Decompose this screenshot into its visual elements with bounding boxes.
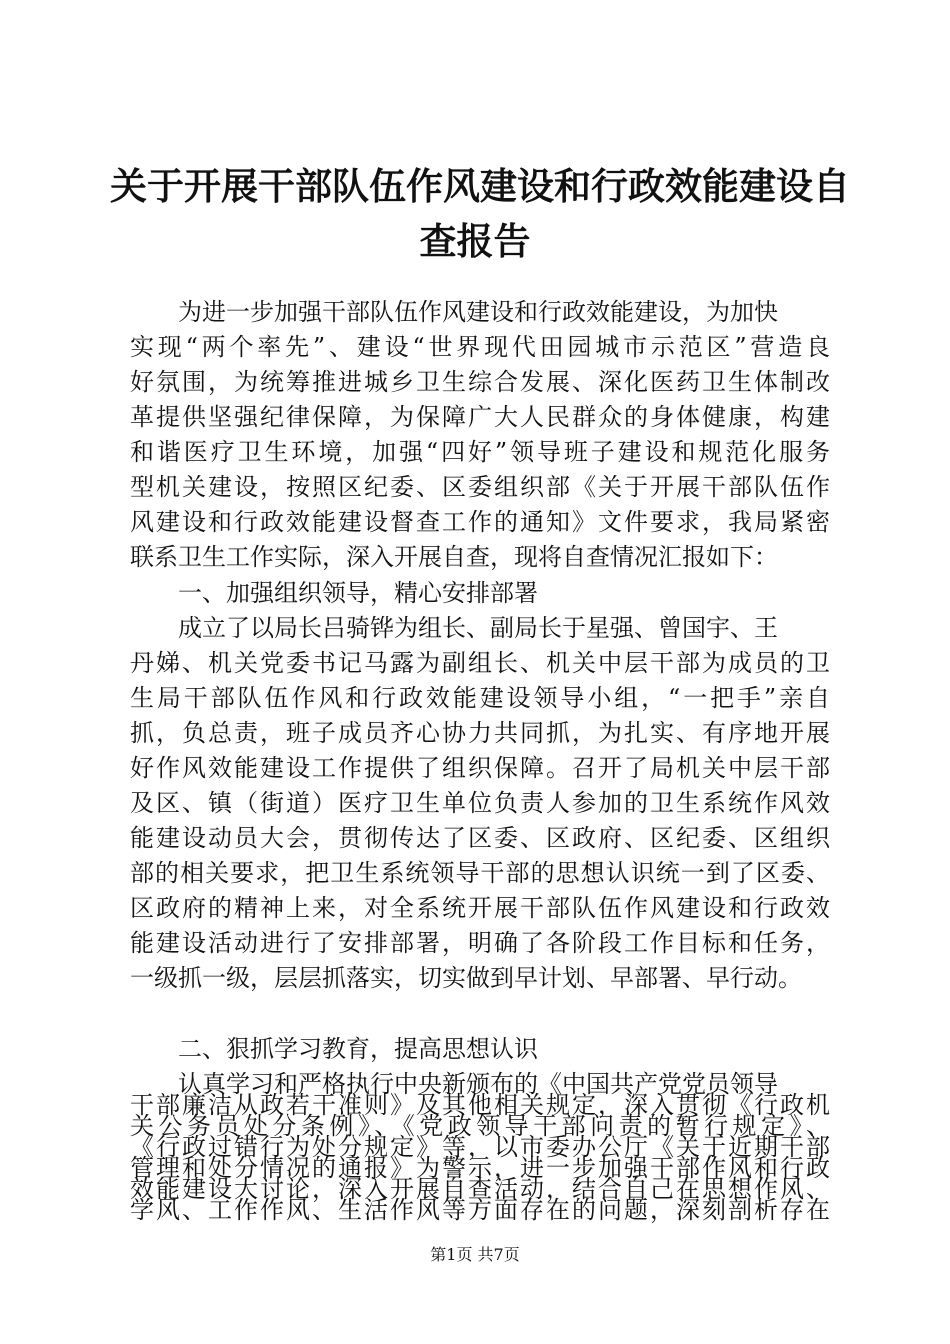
paragraph-line: 区政府的精神上来，对全系统开展干部队伍作风建设和行政效	[130, 894, 830, 922]
paragraph-line: 实现“两个率先”、建设“世界现代田园城市示范区”营造良	[130, 333, 830, 361]
document-title-line-2: 查报告	[419, 220, 531, 263]
paragraph-line: 学风、工作作风、生活作风等方面存在的问题，深刻剖析存在	[130, 1196, 830, 1224]
page-footer: 第1页 共7页	[430, 1245, 520, 1264]
paragraph-line: 部的相关要求，把卫生系统领导干部的思想认识统一到了区委、	[130, 859, 830, 887]
paragraph-line: 联系卫生工作实际，深入开展自查，现将自查情况汇报如下：	[130, 543, 778, 571]
paragraph-line: 抓，负总责，班子成员齐心协力共同抓，为扎实、有序地开展	[130, 719, 830, 747]
paragraph-line: 好作风效能建设工作提供了组织保障。召开了局机关中层干部	[130, 754, 830, 782]
paragraph-line: 为进一步加强干部队伍作风建设和行政效能建设，为加快	[178, 298, 778, 326]
paragraph-line: 型机关建设，按照区纪委、区委组织部《关于开展干部队伍作	[130, 473, 830, 501]
paragraph-line: 能建设动员大会，贯彻传达了区委、区政府、区纪委、区组织	[130, 824, 830, 852]
paragraph-line: 效能建设大讨论，深入开展自查活动，结合自己在思想作风、	[130, 1175, 830, 1203]
paragraph-line: 丹娣、机关党委书记马露为副组长、机关中层干部为成员的卫	[130, 649, 830, 677]
paragraph-line: 关公务员处分条例》、《党政领导干部问责的暂行规定》、	[130, 1112, 830, 1140]
paragraph-line: 认真学习和严格执行中央新颁布的《中国共产党党员领导	[178, 1070, 778, 1098]
paragraph-line: 管理和处分情况的通报》为警示，进一步加强干部作风和行政	[130, 1154, 830, 1182]
document-title-line-1: 关于开展干部队伍作风建设和行政效能建设自	[110, 165, 850, 208]
paragraph-line: 成立了以局长吕骑铧为组长、副局长于星强、曾国宇、王	[178, 614, 778, 642]
paragraph-line: 革提供坚强纪律保障，为保障广大人民群众的身体健康，构建	[130, 403, 830, 431]
paragraph-line: 一级抓一级，层层抓落实，切实做到早计划、早部署、早行动。	[130, 964, 802, 992]
paragraph-line: 《行政过错行为处分规定》等，以市委办公厅《关于近期干部	[130, 1133, 830, 1161]
section-heading: 一、加强组织领导，精心安排部署	[178, 579, 538, 607]
paragraph-line: 风建设和行政效能建设督查工作的通知》文件要求，我局紧密	[130, 508, 830, 536]
paragraph-line: 和谐医疗卫生环境，加强“四好”领导班子建设和规范化服务	[130, 438, 830, 466]
paragraph-line: 生局干部队伍作风和行政效能建设领导小组，“一把手”亲自	[130, 684, 830, 712]
paragraph-line: 能建设活动进行了安排部署，明确了各阶段工作目标和任务，	[130, 929, 830, 957]
paragraph-line: 及区、镇（街道）医疗卫生单位负责人参加的卫生系统作风效	[130, 789, 830, 817]
paragraph-line: 干部廉洁从政若干准则》及其他相关规定，深入贯彻《行政机	[130, 1091, 830, 1119]
paragraph-line: 好氛围，为统筹推进城乡卫生综合发展、深化医药卫生体制改	[130, 368, 830, 396]
section-heading: 二、狠抓学习教育，提高思想认识	[178, 1035, 538, 1063]
